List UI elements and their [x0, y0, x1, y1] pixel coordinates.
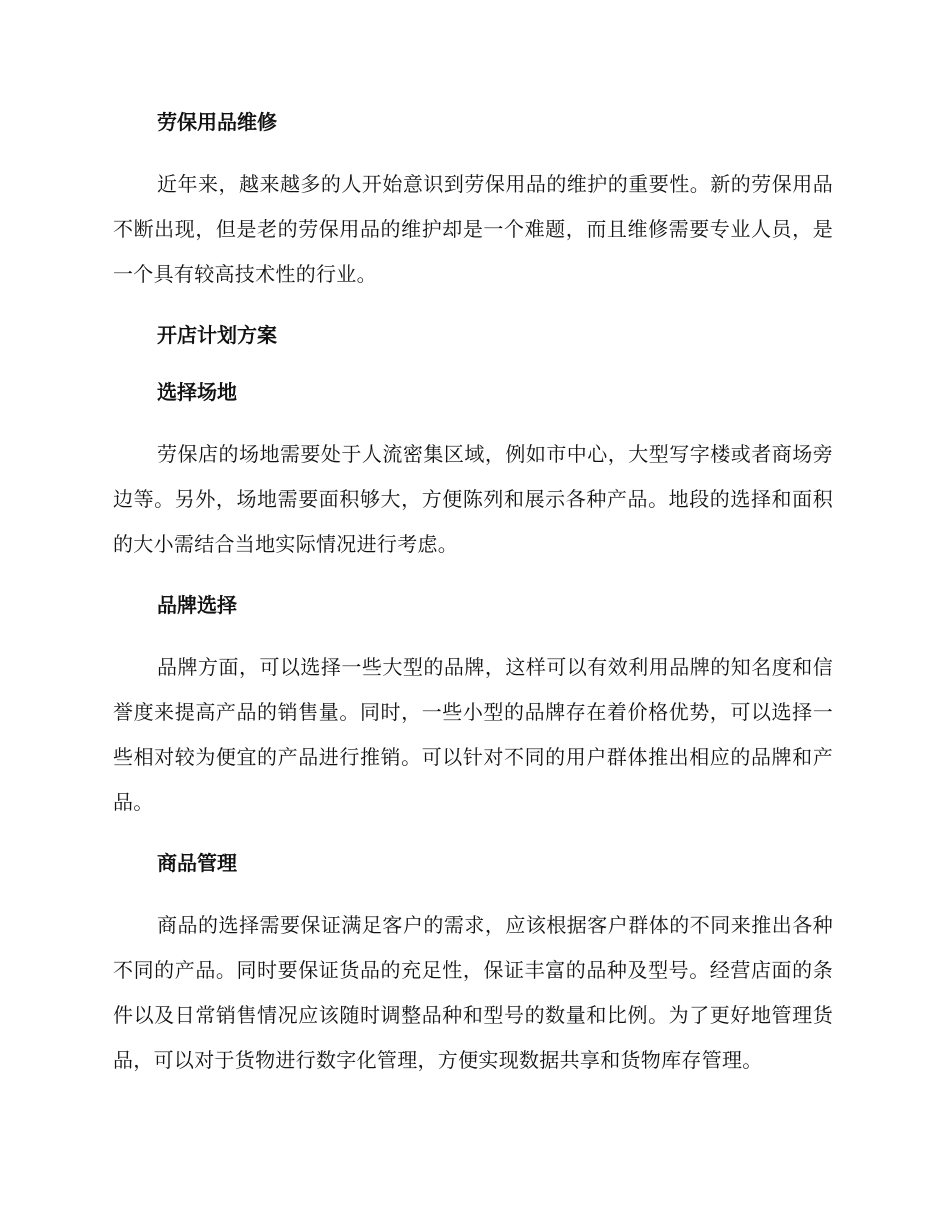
section-heading-merchandise-management: 商品管理 [157, 851, 237, 875]
document-page [113, 108, 833, 1083]
section-heading-maintenance: 劳保用品维修 [157, 110, 277, 134]
section-heading-site-selection: 选择场地 [157, 380, 237, 404]
section-heading-brand-selection: 品牌选择 [157, 593, 237, 617]
section-heading-store-plan: 开店计划方案 [157, 323, 277, 347]
section-paragraph-site-selection: 劳保店的场地需要处于人流密集区域，例如市中心，大型写字楼或者商场旁边等。另外，场地需要面积够大，方便陈列和展示各种产品。地段的选择和面积的大小需结合当地实际情况进行考虑。 [113, 442, 833, 556]
section-paragraph-maintenance: 近年来，越来越多的人开始意识到劳保用品的维护的重要性。新的劳保用品不断出现，但是老的劳保用品的维护却是一个难题，而且维修需要专业人员，是一个具有较高技术性的行业。 [113, 172, 833, 286]
section-paragraph-brand-selection: 品牌方面，可以选择一些大型的品牌，这样可以有效利用品牌的知名度和信誉度来提高产品的销售量。同时，一些小型的品牌存在着价格优势，可以选择一些相对较为便宜的产品进行推销。可以针对不同的用户群体推出相应的品牌和产品。 [113, 655, 833, 814]
section-paragraph-merchandise-management: 商品的选择需要保证满足客户的需求，应该根据客户群体的不同来推出各种不同的产品。同时要保证货品的充足性，保证丰富的品种及型号。经营店面的条件以及日常销售情况应该随时调整品种和型号的数量和比例。为了更好地管理货品，可以对于货物进行数字化管理，方便实现数据共享和货物库存管理。 [113, 913, 833, 1072]
